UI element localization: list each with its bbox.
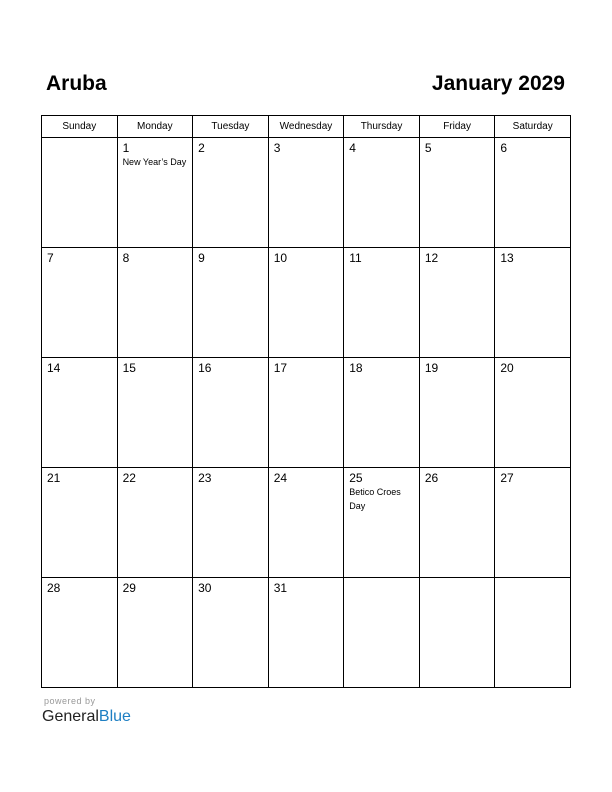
day-number <box>420 578 495 581</box>
day-number: 10 <box>273 251 288 265</box>
footer-branding <box>42 696 131 727</box>
weekday-saturday: Saturday <box>495 116 571 138</box>
day-number: 26 <box>424 471 439 485</box>
day-cell <box>42 578 118 688</box>
day-cell <box>117 248 193 358</box>
day-number: 18 <box>349 361 363 375</box>
day-cell <box>42 138 118 248</box>
day-cell <box>193 358 269 468</box>
day-number: 9 <box>198 251 205 265</box>
day-cell <box>117 468 193 578</box>
brand-general-text: General <box>42 708 99 725</box>
day-number: 24 <box>273 471 288 485</box>
month-title: January 2029 <box>431 72 565 95</box>
day-cell <box>268 358 344 468</box>
day-number: 29 <box>122 581 136 595</box>
day-cell <box>268 578 344 688</box>
holiday-label: New Year’s Day <box>122 157 187 167</box>
day-cell <box>268 138 344 248</box>
day-cell <box>117 358 193 468</box>
day-cell <box>268 248 344 358</box>
day-number: 16 <box>198 361 212 375</box>
calendar-header <box>41 68 571 102</box>
day-cell <box>117 138 193 248</box>
weekday-monday: Monday <box>117 116 193 138</box>
day-number: 7 <box>47 251 54 265</box>
day-cell <box>419 248 495 358</box>
weekday-tuesday: Tuesday <box>193 116 269 138</box>
week-row <box>42 358 571 468</box>
day-cell <box>419 578 495 688</box>
day-number: 19 <box>424 361 439 375</box>
day-cell <box>495 578 571 688</box>
day-number: 21 <box>47 471 61 485</box>
day-number: 5 <box>424 141 432 155</box>
day-cell <box>495 358 571 468</box>
day-number: 15 <box>122 361 136 375</box>
weekday-header-row <box>42 116 571 138</box>
day-number <box>495 578 570 581</box>
day-cell <box>344 468 420 578</box>
day-number: 6 <box>500 141 508 155</box>
day-cell <box>344 578 420 688</box>
day-cell <box>268 468 344 578</box>
calendar-grid <box>41 115 571 688</box>
country-title: Aruba <box>46 72 107 95</box>
generalblue-logo <box>42 707 131 727</box>
weekday-thursday: Thursday <box>344 116 420 138</box>
day-cell <box>495 248 571 358</box>
day-cell <box>42 468 118 578</box>
week-row <box>42 578 571 688</box>
day-cell <box>193 138 269 248</box>
day-cell <box>344 358 420 468</box>
day-number: 25 <box>349 471 363 485</box>
day-number: 14 <box>47 361 61 375</box>
day-number: 31 <box>273 581 288 595</box>
weekday-friday: Friday <box>419 116 495 138</box>
powered-by-text: powered by <box>44 696 96 706</box>
day-cell <box>419 358 495 468</box>
day-number: 22 <box>122 471 136 485</box>
day-number: 20 <box>500 361 514 375</box>
week-row <box>42 248 571 358</box>
day-cell <box>193 468 269 578</box>
day-cell <box>42 248 118 358</box>
day-cell <box>419 468 495 578</box>
day-number: 8 <box>122 251 130 265</box>
day-number <box>42 138 117 141</box>
day-number <box>344 578 419 581</box>
day-cell <box>344 138 420 248</box>
day-number: 1 <box>122 141 130 155</box>
day-number: 27 <box>500 471 514 485</box>
day-cell <box>495 468 571 578</box>
day-number: 4 <box>349 141 356 155</box>
day-cell <box>193 578 269 688</box>
weekday-wednesday: Wednesday <box>268 116 344 138</box>
day-cell <box>419 138 495 248</box>
day-number: 2 <box>198 141 205 155</box>
day-cell <box>117 578 193 688</box>
day-number: 13 <box>500 251 514 265</box>
weekday-sunday: Sunday <box>42 116 118 138</box>
day-number: 30 <box>198 581 212 595</box>
week-row <box>42 138 571 248</box>
day-cell <box>42 358 118 468</box>
day-number: 11 <box>349 251 362 265</box>
week-row <box>42 468 571 578</box>
day-number: 23 <box>198 471 212 485</box>
day-cell <box>193 248 269 358</box>
brand-blue-text: Blue <box>98 708 131 725</box>
day-number: 12 <box>424 251 439 265</box>
day-cell <box>344 248 420 358</box>
day-number: 3 <box>273 141 281 155</box>
day-number: 28 <box>47 581 61 595</box>
holiday-label: Betico Croes Day <box>349 487 401 511</box>
day-cell <box>495 138 571 248</box>
day-number: 17 <box>273 361 288 375</box>
